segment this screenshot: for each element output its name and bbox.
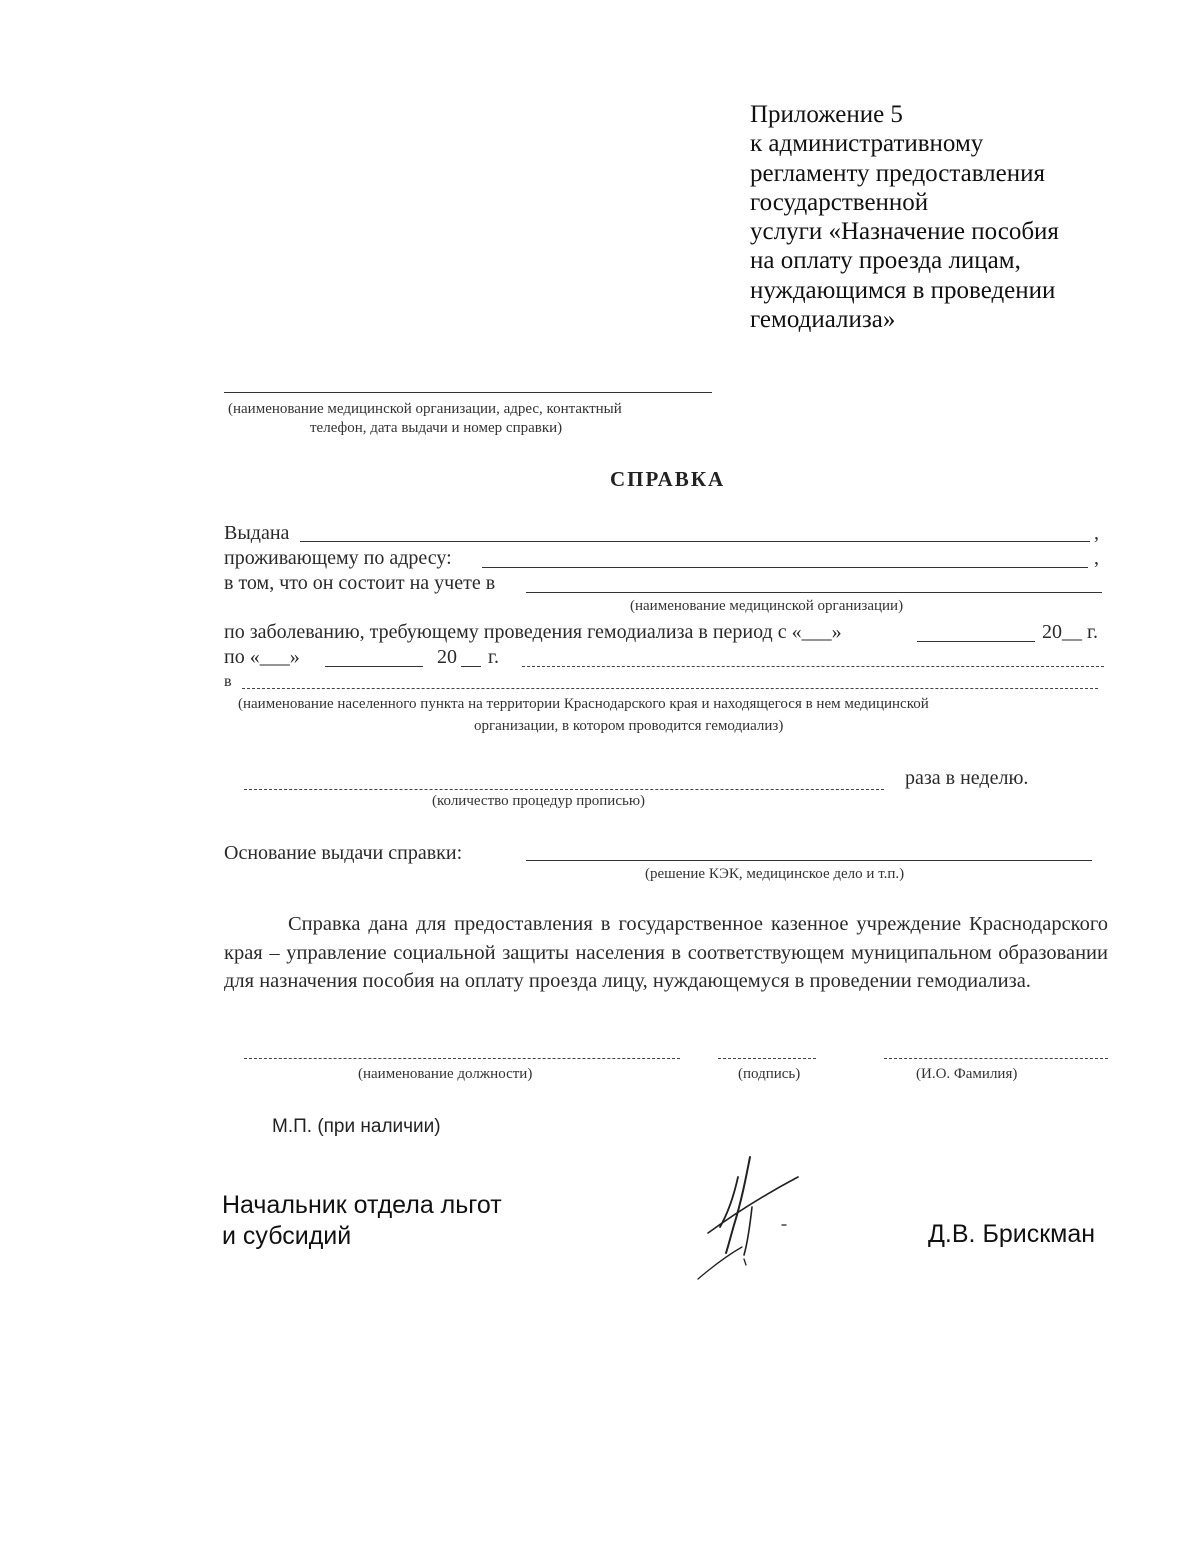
place-field[interactable]	[242, 688, 1098, 689]
registered-label: в том, что он состоит на учете в	[224, 572, 496, 594]
place-label: в	[224, 673, 232, 690]
disease-period-label: по заболеванию, требующему проведения гемодиализа в период с «___»	[224, 621, 842, 643]
basis-field[interactable]	[526, 860, 1092, 861]
certificate-purpose-text: Справка дана для предоставления в государственное казенное учреждение Краснодарского края – управление социальной защиты населения в соответствующем муниципальном образовании для назначения пособия на оплату проезда лицу, нуждающемуся в проведении гемодиализа.	[224, 913, 1108, 993]
position-field[interactable]	[244, 1058, 680, 1059]
registered-org-field[interactable]	[526, 592, 1102, 593]
stamp-place-label: М.П. (при наличии)	[272, 1116, 441, 1137]
address-comma: ,	[1094, 547, 1099, 569]
appendix-line: к административному	[750, 130, 984, 158]
handwritten-signature	[690, 1155, 820, 1285]
position-caption: (наименование должности)	[358, 1066, 533, 1082]
org-caption-line2: телефон, дата выдачи и номер справки)	[310, 420, 563, 436]
org-header-line	[224, 392, 712, 393]
issued-to-field[interactable]	[300, 541, 1090, 542]
period-to-year-suffix: г.	[488, 646, 499, 668]
official-title-line1: Начальник отдела льгот	[222, 1191, 502, 1219]
org-caption-line1: (наименование медицинской организации, адрес, контактный	[228, 401, 622, 417]
signature-caption: (подпись)	[738, 1066, 801, 1082]
address-field[interactable]	[482, 567, 1088, 568]
signature-field[interactable]	[718, 1058, 816, 1059]
name-caption: (И.О. Фамилия)	[916, 1066, 1018, 1082]
period-to-year-field[interactable]	[461, 666, 481, 667]
place-caption-line1: (наименование населенного пункта на территории Краснодарского края и находящегося в нем медицинской	[238, 696, 929, 712]
period-to-extra-field[interactable]	[522, 666, 1104, 667]
period-to-year: 20	[437, 646, 457, 668]
period-to-month-field[interactable]	[325, 666, 423, 667]
issued-comma: ,	[1094, 522, 1099, 544]
official-title-line2: и субсидий	[222, 1222, 352, 1250]
place-caption-line2: организации, в котором проводится гемодиализ)	[474, 718, 784, 734]
procedures-count-field[interactable]	[244, 789, 884, 790]
appendix-line: нуждающимся в проведении	[750, 276, 1056, 304]
med-org-caption: (наименование медицинской организации)	[630, 598, 904, 614]
official-name: Д.В. Брискман	[928, 1220, 1096, 1248]
certificate-purpose-paragraph	[224, 910, 1108, 996]
appendix-line: регламенту предоставления	[750, 159, 1046, 187]
appendix-line: гемодиализа»	[750, 306, 896, 334]
period-to-label: по «___»	[224, 646, 300, 668]
issued-label: Выдана	[224, 522, 290, 544]
name-field[interactable]	[884, 1058, 1108, 1059]
procedures-caption: (количество процедур прописью)	[432, 793, 646, 809]
basis-caption: (решение КЭК, медицинское дело и т.п.)	[645, 866, 905, 882]
appendix-header	[750, 100, 1170, 334]
appendix-line: услуги «Назначение пособия	[750, 218, 1059, 246]
appendix-line: Приложение 5	[750, 101, 903, 128]
basis-label: Основание выдачи справки:	[224, 842, 463, 864]
period-from-year: 20__ г.	[1042, 621, 1098, 643]
appendix-line: государственной	[750, 188, 929, 216]
document-title: СПРАВКА	[610, 467, 726, 491]
appendix-line: на оплату проезда лицам,	[750, 247, 1021, 275]
times-per-week-label: раза в неделю.	[905, 767, 1029, 789]
period-from-month-field[interactable]	[917, 641, 1035, 642]
address-label: проживающему по адресу:	[224, 547, 452, 569]
